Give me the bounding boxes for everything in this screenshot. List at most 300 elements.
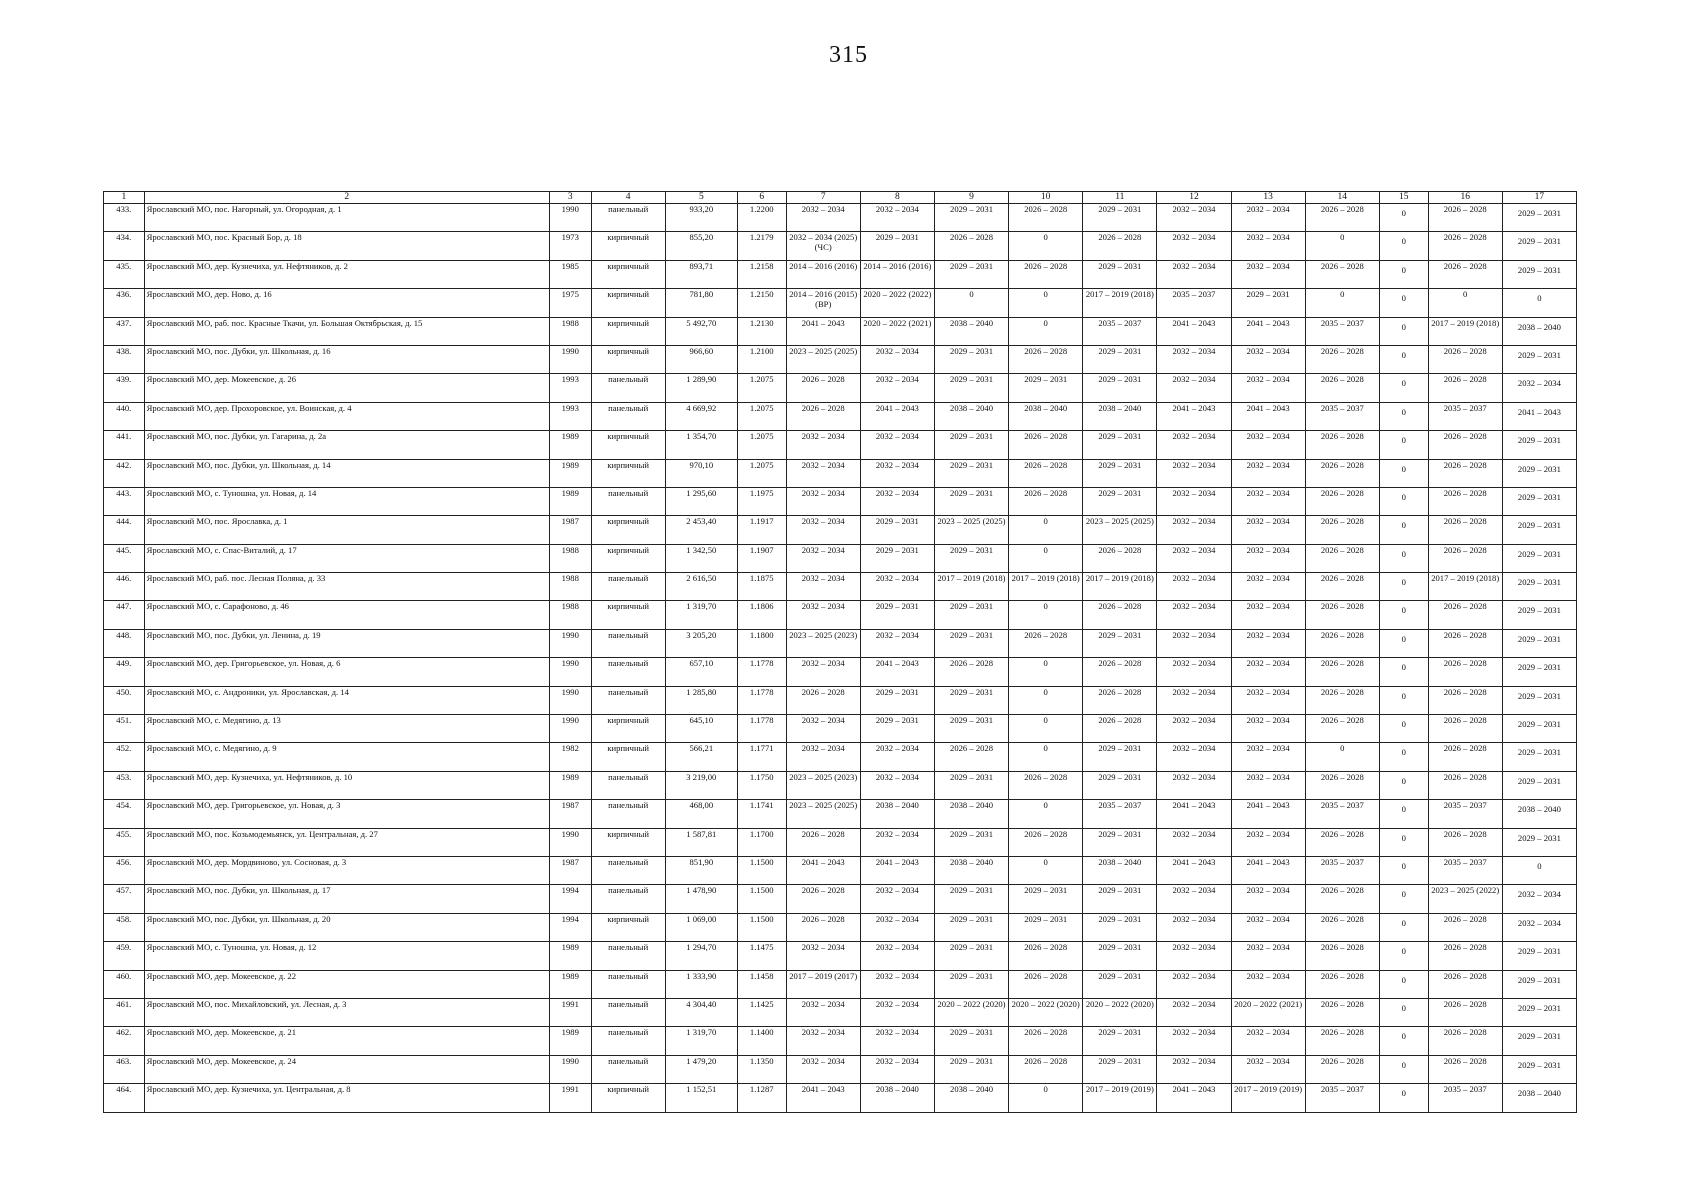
column-header-13: 13 [1231, 192, 1305, 204]
table-cell: 2026 – 2028 [1083, 232, 1157, 260]
table-cell: 2020 – 2022 (2020) [1009, 998, 1083, 1026]
table-cell: 0 [1379, 402, 1428, 430]
table-row [104, 1027, 1577, 1055]
table-cell: 0 [1379, 629, 1428, 657]
table-cell: 2026 – 2028 [1009, 459, 1083, 487]
table-cell: 2032 – 2034 [1157, 345, 1231, 373]
table-cell: кирпичный [591, 743, 665, 771]
table-cell: 2017 – 2019 (2018) [1428, 573, 1502, 601]
table-cell: 0 [1379, 573, 1428, 601]
table-cell: 2035 – 2037 [1428, 402, 1502, 430]
table-cell: 2029 – 2031 [1502, 998, 1576, 1026]
column-header-17: 17 [1502, 192, 1576, 204]
table-cell: 1.1800 [737, 629, 786, 657]
table-cell: 2032 – 2034 [1231, 345, 1305, 373]
table-cell: 0 [1379, 289, 1428, 317]
table-cell: 2032 – 2034 [860, 629, 934, 657]
table-cell: 1990 [549, 1055, 591, 1083]
table-cell: 2032 – 2034 [1231, 544, 1305, 572]
table-cell: 2029 – 2031 [860, 601, 934, 629]
table-cell: 2029 – 2031 [1502, 487, 1576, 515]
row-number-cell: 446. [104, 573, 145, 601]
table-cell: 2032 – 2034 [860, 970, 934, 998]
table-cell: 0 [1428, 289, 1502, 317]
table-cell: 2032 – 2034 [786, 715, 860, 743]
table-cell: 1.1806 [737, 601, 786, 629]
table-cell: панельный [591, 487, 665, 515]
table-cell: 1.1425 [737, 998, 786, 1026]
table-cell: 2026 – 2028 [934, 232, 1008, 260]
table-cell: 2017 – 2019 (2019) [1231, 1084, 1305, 1112]
table-cell: 2041 – 2043 [1157, 317, 1231, 345]
table-cell: 2032 – 2034 [786, 487, 860, 515]
table-cell: 2032 – 2034 [786, 431, 860, 459]
table-cell: 2029 – 2031 [934, 686, 1008, 714]
table-cell: 2014 – 2016 (2016) [860, 260, 934, 288]
table-cell: 2029 – 2031 [1083, 629, 1157, 657]
table-cell: 2026 – 2028 [1428, 629, 1502, 657]
table-cell: 2029 – 2031 [860, 516, 934, 544]
table-cell: 1.1700 [737, 828, 786, 856]
table-cell: 2029 – 2031 [1502, 459, 1576, 487]
table-cell: 2032 – 2034 [1157, 715, 1231, 743]
table-cell: 2035 – 2037 [1305, 1084, 1379, 1112]
address-cell: Ярославский МО, раб. пос. Лесная Поляна, д. 33 [144, 573, 549, 601]
table-cell: 2026 – 2028 [1009, 260, 1083, 288]
table-cell: 2029 – 2031 [1083, 260, 1157, 288]
table-cell: 2 453,40 [665, 516, 737, 544]
column-header-1: 1 [104, 192, 145, 204]
table-row [104, 743, 1577, 771]
table-cell: 1.1287 [737, 1084, 786, 1112]
table-cell: 2029 – 2031 [934, 1055, 1008, 1083]
table-cell: 2032 – 2034 [1157, 374, 1231, 402]
table-cell: 5 492,70 [665, 317, 737, 345]
table-cell: панельный [591, 204, 665, 232]
table-cell: 2032 – 2034 [1157, 828, 1231, 856]
table-cell: 0 [1009, 856, 1083, 884]
table-cell: 2023 – 2025 (2025) [1083, 516, 1157, 544]
table-cell: 2038 – 2040 [934, 800, 1008, 828]
row-number-cell: 458. [104, 913, 145, 941]
table-cell: 2017 – 2019 (2018) [1009, 573, 1083, 601]
table-row [104, 260, 1577, 288]
table-cell: 1985 [549, 260, 591, 288]
table-cell: 1991 [549, 1084, 591, 1112]
table-cell: 1990 [549, 345, 591, 373]
table-cell: 2029 – 2031 [1083, 204, 1157, 232]
column-header-5: 5 [665, 192, 737, 204]
table-cell: 2026 – 2028 [1083, 658, 1157, 686]
table-cell: панельный [591, 629, 665, 657]
row-number-cell: 433. [104, 204, 145, 232]
table-cell: 2032 – 2034 [786, 601, 860, 629]
table-cell: 0 [1379, 1055, 1428, 1083]
table-cell: 2029 – 2031 [1009, 885, 1083, 913]
table-cell: 2029 – 2031 [1502, 204, 1576, 232]
table-row [104, 289, 1577, 317]
table-cell: 2026 – 2028 [934, 658, 1008, 686]
table-cell: кирпичный [591, 345, 665, 373]
table-row [104, 204, 1577, 232]
table-cell: 2032 – 2034 [860, 998, 934, 1026]
table-cell: 1.1875 [737, 573, 786, 601]
row-number-cell: 447. [104, 601, 145, 629]
row-number-cell: 445. [104, 544, 145, 572]
table-cell: 2032 – 2034 [1231, 431, 1305, 459]
table-cell: 2029 – 2031 [1502, 573, 1576, 601]
table-row [104, 232, 1577, 260]
address-cell: Ярославский МО, с. Андроники, ул. Ярославская, д. 14 [144, 686, 549, 714]
table-cell: 2041 – 2043 [1231, 800, 1305, 828]
table-cell: 0 [1379, 232, 1428, 260]
table-cell: 1990 [549, 629, 591, 657]
table-cell: 2032 – 2034 [1231, 658, 1305, 686]
table-cell: 1 333,90 [665, 970, 737, 998]
table-cell: панельный [591, 686, 665, 714]
row-number-cell: 449. [104, 658, 145, 686]
row-number-cell: 462. [104, 1027, 145, 1055]
table-cell: кирпичный [591, 459, 665, 487]
table-cell: 2035 – 2037 [1428, 856, 1502, 884]
column-header-10: 10 [1009, 192, 1083, 204]
table-cell: 2029 – 2031 [1502, 260, 1576, 288]
table-cell: 2035 – 2037 [1083, 317, 1157, 345]
table-cell: 1990 [549, 204, 591, 232]
table-cell: 1989 [549, 431, 591, 459]
table-cell: кирпичный [591, 828, 665, 856]
column-header-11: 11 [1083, 192, 1157, 204]
table-cell: 1 152,51 [665, 1084, 737, 1112]
table-cell: 2029 – 2031 [860, 544, 934, 572]
table-cell: панельный [591, 885, 665, 913]
table-cell: 0 [1009, 601, 1083, 629]
address-cell: Ярославский МО, дер. Кузнечиха, ул. Нефтяников, д. 2 [144, 260, 549, 288]
address-cell: Ярославский МО, дер. Мокеевское, д. 26 [144, 374, 549, 402]
table-cell: 2029 – 2031 [934, 942, 1008, 970]
table-cell: 2032 – 2034 [860, 487, 934, 515]
table-cell: 0 [1379, 544, 1428, 572]
address-cell: Ярославский МО, с. Сарафоново, д. 46 [144, 601, 549, 629]
table-cell: 2041 – 2043 [860, 402, 934, 430]
table-cell: 2014 – 2016 (2016) [786, 260, 860, 288]
table-cell: 1.1778 [737, 715, 786, 743]
table-cell: 2032 – 2034 [1231, 970, 1305, 998]
table-cell: 2041 – 2043 [1231, 856, 1305, 884]
table-cell: 2026 – 2028 [1305, 204, 1379, 232]
table-cell: 1 285,80 [665, 686, 737, 714]
table-cell: 0 [1305, 289, 1379, 317]
table-cell: 1 479,20 [665, 1055, 737, 1083]
table-cell: 2038 – 2040 [1502, 800, 1576, 828]
table-row [104, 913, 1577, 941]
table-header [104, 192, 1577, 204]
table-row [104, 998, 1577, 1026]
table-cell: 2032 – 2034 [1231, 487, 1305, 515]
table-cell: 2026 – 2028 [1009, 487, 1083, 515]
table-cell: 0 [1379, 942, 1428, 970]
table-cell: 2023 – 2025 (2025) [786, 345, 860, 373]
table-cell: 2026 – 2028 [786, 686, 860, 714]
table-cell: 2026 – 2028 [1428, 715, 1502, 743]
table-cell: 1.1917 [737, 516, 786, 544]
table-cell: 2026 – 2028 [1305, 1055, 1379, 1083]
table-cell: 2029 – 2031 [1083, 828, 1157, 856]
table-cell: 0 [1379, 601, 1428, 629]
address-cell: Ярославский МО, с. Туношна, ул. Новая, д. 14 [144, 487, 549, 515]
table-cell: 0 [1009, 800, 1083, 828]
table-cell: 2041 – 2043 [786, 1084, 860, 1112]
table-cell: 2041 – 2043 [786, 856, 860, 884]
table-cell: 2026 – 2028 [1305, 459, 1379, 487]
table-cell: 0 [1502, 289, 1576, 317]
table-cell: 2029 – 2031 [860, 715, 934, 743]
row-number-cell: 456. [104, 856, 145, 884]
table-cell: 2026 – 2028 [1428, 601, 1502, 629]
table-row [104, 1055, 1577, 1083]
column-number-row [104, 192, 1577, 204]
table-cell: 2029 – 2031 [1083, 1027, 1157, 1055]
table-cell: 3 205,20 [665, 629, 737, 657]
table-cell: 2032 – 2034 [860, 1055, 934, 1083]
table-cell: кирпичный [591, 260, 665, 288]
table-cell: 2029 – 2031 [934, 771, 1008, 799]
row-number-cell: 460. [104, 970, 145, 998]
table-row [104, 686, 1577, 714]
column-header-12: 12 [1157, 192, 1231, 204]
address-cell: Ярославский МО, пос. Козьмодемьянск, ул. Центральная, д. 27 [144, 828, 549, 856]
table-cell: 2032 – 2034 [1157, 743, 1231, 771]
table-cell: 2041 – 2043 [1157, 402, 1231, 430]
table-cell: 2029 – 2031 [1502, 516, 1576, 544]
table-cell: 0 [1379, 1084, 1428, 1112]
table-cell: 2032 – 2034 [1231, 516, 1305, 544]
table-cell: 2026 – 2028 [1428, 1055, 1502, 1083]
table-cell: 2029 – 2031 [934, 715, 1008, 743]
table-cell: панельный [591, 374, 665, 402]
table-cell: 2029 – 2031 [1502, 942, 1576, 970]
table-row [104, 459, 1577, 487]
table-cell: 2026 – 2028 [934, 743, 1008, 771]
table-cell: 2029 – 2031 [1502, 1055, 1576, 1083]
table-cell: 2029 – 2031 [1231, 289, 1305, 317]
table-cell: 2032 – 2034 [1231, 1055, 1305, 1083]
table-cell: 0 [1379, 828, 1428, 856]
column-header-8: 8 [860, 192, 934, 204]
row-number-cell: 444. [104, 516, 145, 544]
table-cell: 2041 – 2043 [1502, 402, 1576, 430]
table-cell: 2029 – 2031 [934, 374, 1008, 402]
table-cell: 2026 – 2028 [1428, 743, 1502, 771]
table-cell: 2032 – 2034 [1157, 629, 1231, 657]
table-cell: 970,10 [665, 459, 737, 487]
table-cell: 2029 – 2031 [1083, 970, 1157, 998]
table-cell: 2029 – 2031 [1502, 544, 1576, 572]
table-cell: 2032 – 2034 [1231, 601, 1305, 629]
table-cell: 851,90 [665, 856, 737, 884]
table-cell: 2032 – 2034 [786, 1027, 860, 1055]
table-row [104, 431, 1577, 459]
table-cell: 2032 – 2034 [786, 658, 860, 686]
address-cell: Ярославский МО, с. Медягино, д. 9 [144, 743, 549, 771]
table-cell: 0 [1379, 260, 1428, 288]
table-cell: 2026 – 2028 [1428, 374, 1502, 402]
row-number-cell: 435. [104, 260, 145, 288]
table-cell: 4 304,40 [665, 998, 737, 1026]
table-cell: 2014 – 2016 (2015) (ВР) [786, 289, 860, 317]
table-cell: 2038 – 2040 [1009, 402, 1083, 430]
table-cell: 0 [1009, 715, 1083, 743]
table-cell: 0 [934, 289, 1008, 317]
table-cell: 2029 – 2031 [1083, 374, 1157, 402]
table-cell: кирпичный [591, 431, 665, 459]
row-number-cell: 452. [104, 743, 145, 771]
table-cell: 2032 – 2034 [786, 998, 860, 1026]
address-cell: Ярославский МО, дер. Мокеевское, д. 21 [144, 1027, 549, 1055]
table-cell: 0 [1009, 1084, 1083, 1112]
table-cell: 1.2100 [737, 345, 786, 373]
row-number-cell: 441. [104, 431, 145, 459]
table-cell: 0 [1009, 686, 1083, 714]
table-cell: 2038 – 2040 [1083, 402, 1157, 430]
table-cell: 2026 – 2028 [1305, 686, 1379, 714]
table-cell: 0 [1379, 715, 1428, 743]
table-cell: 2038 – 2040 [1502, 317, 1576, 345]
table-cell: панельный [591, 771, 665, 799]
table-cell: 2032 – 2034 [786, 743, 860, 771]
table-cell: 1.2158 [737, 260, 786, 288]
table-cell: 2032 – 2034 [1157, 998, 1231, 1026]
table-cell: 2038 – 2040 [934, 1084, 1008, 1112]
table-cell: 1.1771 [737, 743, 786, 771]
table-cell: 0 [1379, 317, 1428, 345]
table-cell: кирпичный [591, 232, 665, 260]
table-cell: 2029 – 2031 [934, 629, 1008, 657]
table-cell: 2038 – 2040 [1502, 1084, 1576, 1112]
table-cell: 2041 – 2043 [786, 317, 860, 345]
address-cell: Ярославский МО, дер. Григорьевское, ул. Новая, д. 3 [144, 800, 549, 828]
table-cell: 2032 – 2034 [1231, 204, 1305, 232]
address-cell: Ярославский МО, дер. Кузнечиха, ул. Нефтяников, д. 10 [144, 771, 549, 799]
table-cell: 1.1350 [737, 1055, 786, 1083]
table-cell: 2035 – 2037 [1428, 1084, 1502, 1112]
table-cell: 2032 – 2034 [1231, 260, 1305, 288]
table-cell: 1 319,70 [665, 1027, 737, 1055]
address-cell: Ярославский МО, дер. Ново, д. 16 [144, 289, 549, 317]
table-cell: 1 342,50 [665, 544, 737, 572]
row-number-cell: 437. [104, 317, 145, 345]
table-cell: 2023 – 2025 (2023) [786, 771, 860, 799]
table-cell: 2032 – 2034 [1157, 601, 1231, 629]
table-cell: 1.2130 [737, 317, 786, 345]
table-cell: 2032 – 2034 [1231, 913, 1305, 941]
table-cell: 0 [1379, 998, 1428, 1026]
housing-repair-schedule-table [103, 191, 1577, 1113]
table-cell: 0 [1009, 317, 1083, 345]
table-cell: кирпичный [591, 715, 665, 743]
table-cell: панельный [591, 1055, 665, 1083]
table-body [104, 204, 1577, 1113]
address-cell: Ярославский МО, с. Спас-Виталий, д. 17 [144, 544, 549, 572]
address-cell: Ярославский МО, пос. Красный Бор, д. 18 [144, 232, 549, 260]
table-cell: 2029 – 2031 [1009, 913, 1083, 941]
table-cell: 2026 – 2028 [1428, 232, 1502, 260]
table-cell: 2026 – 2028 [1305, 544, 1379, 572]
table-cell: кирпичный [591, 544, 665, 572]
table-cell: панельный [591, 658, 665, 686]
table-cell: панельный [591, 800, 665, 828]
table-cell: 3 219,00 [665, 771, 737, 799]
row-number-cell: 438. [104, 345, 145, 373]
row-number-cell: 461. [104, 998, 145, 1026]
table-cell: 1 295,60 [665, 487, 737, 515]
table-cell: 2029 – 2031 [934, 885, 1008, 913]
table-cell: 2032 – 2034 [1231, 715, 1305, 743]
table-cell: 1989 [549, 771, 591, 799]
table-cell: 2023 – 2025 (2023) [786, 629, 860, 657]
table-cell: 2029 – 2031 [1502, 232, 1576, 260]
table-cell: 2035 – 2037 [1305, 800, 1379, 828]
table-cell: 2 616,50 [665, 573, 737, 601]
table-cell: 2041 – 2043 [860, 856, 934, 884]
table-cell: 2029 – 2031 [1502, 658, 1576, 686]
table-cell: 2017 – 2019 (2017) [786, 970, 860, 998]
address-cell: Ярославский МО, дер. Кузнечиха, ул. Центральная, д. 8 [144, 1084, 549, 1112]
table-cell: 2032 – 2034 [1231, 686, 1305, 714]
table-cell: 1.2075 [737, 374, 786, 402]
table-cell: 2032 – 2034 [1157, 1055, 1231, 1083]
table-cell: 2026 – 2028 [1428, 658, 1502, 686]
table-cell: 2026 – 2028 [1305, 487, 1379, 515]
table-cell: 2026 – 2028 [1305, 345, 1379, 373]
row-number-cell: 453. [104, 771, 145, 799]
table-cell: 2029 – 2031 [934, 459, 1008, 487]
table-cell: 2041 – 2043 [1231, 402, 1305, 430]
table-cell: панельный [591, 402, 665, 430]
table-cell: 2026 – 2028 [1009, 629, 1083, 657]
table-row [104, 771, 1577, 799]
address-cell: Ярославский МО, дер. Мордвиново, ул. Сосновая, д. 3 [144, 856, 549, 884]
table-cell: 2017 – 2019 (2018) [934, 573, 1008, 601]
table-cell: 2032 – 2034 [786, 459, 860, 487]
table-cell: 2035 – 2037 [1305, 317, 1379, 345]
table-cell: 1989 [549, 459, 591, 487]
table-cell: 2026 – 2028 [786, 402, 860, 430]
table-cell: 0 [1009, 232, 1083, 260]
table-cell: 1.1458 [737, 970, 786, 998]
table-cell: 2032 – 2034 [1231, 771, 1305, 799]
address-cell: Ярославский МО, пос. Михайловский, ул. Лесная, д. 3 [144, 998, 549, 1026]
table-cell: 2032 – 2034 [1231, 573, 1305, 601]
table-cell: 0 [1379, 771, 1428, 799]
table-cell: 2026 – 2028 [1428, 970, 1502, 998]
table-cell: 1988 [549, 573, 591, 601]
table-cell: 2029 – 2031 [860, 232, 934, 260]
row-number-cell: 434. [104, 232, 145, 260]
table-cell: 2029 – 2031 [1083, 431, 1157, 459]
table-cell: 2032 – 2034 [786, 544, 860, 572]
table-cell: 0 [1379, 431, 1428, 459]
table-cell: 2026 – 2028 [1428, 459, 1502, 487]
table-cell: 2032 – 2034 [1157, 942, 1231, 970]
table-cell: 2020 – 2022 (2020) [1083, 998, 1157, 1026]
table-cell: 2032 – 2034 [786, 942, 860, 970]
table-cell: 2029 – 2031 [934, 204, 1008, 232]
table-cell: 0 [1009, 544, 1083, 572]
table-cell: 1975 [549, 289, 591, 317]
table-row [104, 885, 1577, 913]
table-cell: 0 [1009, 289, 1083, 317]
